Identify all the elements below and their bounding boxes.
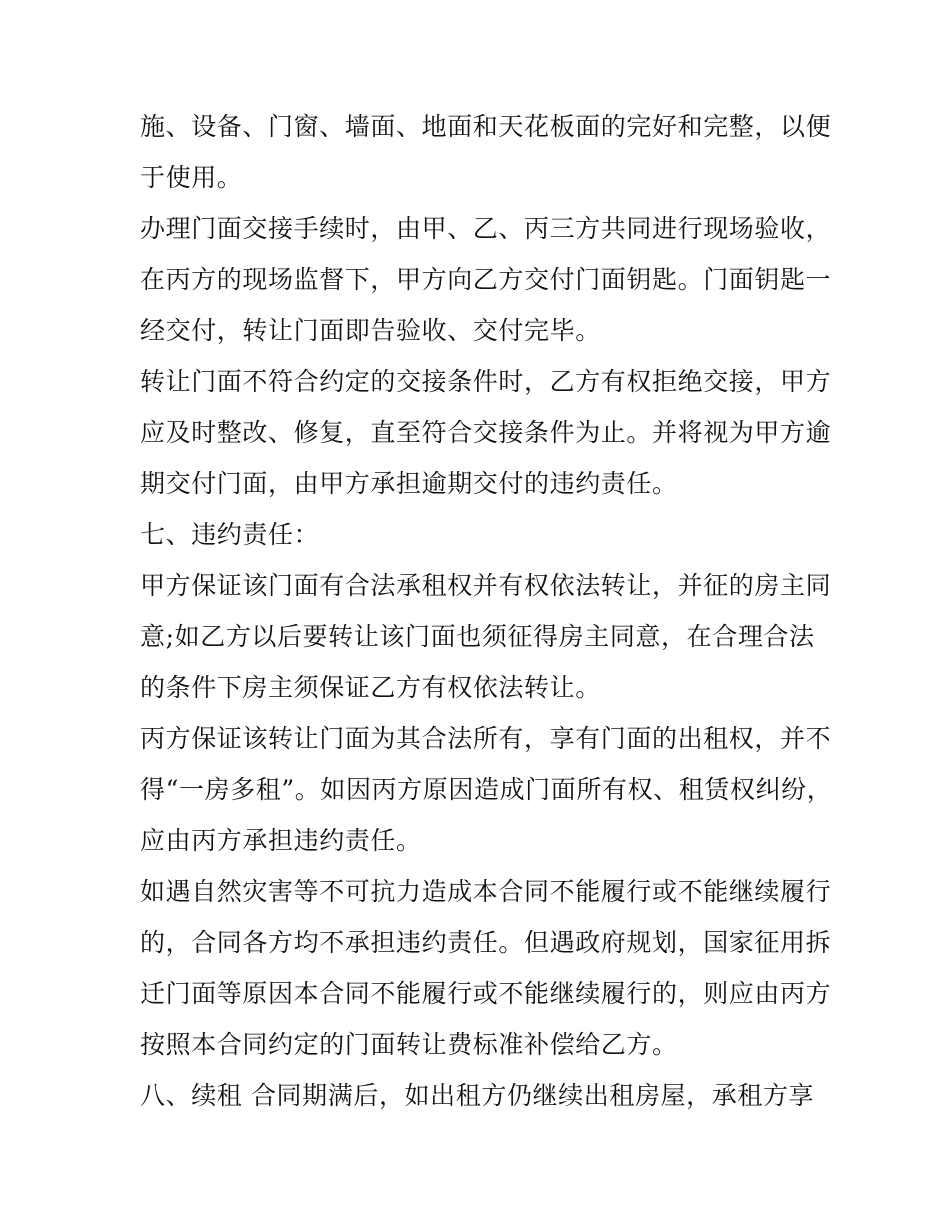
text-line: 应由丙方承担违约责任。 (140, 826, 422, 855)
text-line: 甲方保证该门面有合法承租权并有权依法转让，并征的房主同 (140, 571, 832, 600)
text-line: 施、设备、门窗、墙面、地面和天花板面的完好和完整，以便 (140, 112, 832, 141)
section-heading: 七、违约责任： (140, 520, 320, 549)
text-line: 如遇自然灾害等不可抗力造成本合同不能履行或不能继续履行 (140, 877, 832, 906)
text-line: 于使用。 (140, 163, 243, 192)
text-line: 办理门面交接手续时，由甲、乙、丙三方共同进行现场验收， (140, 214, 832, 243)
text-line: 在丙方的现场监督下，甲方向乙方交付门面钥匙。门面钥匙一 (140, 265, 832, 294)
text-line: 意;如乙方以后要转让该门面也须征得房主同意，在合理合法 (140, 622, 815, 651)
text-line: 八、续租 合同期满后，如出租方仍继续出租房屋，承租方享 (140, 1081, 815, 1110)
text-line: 的，合同各方均不承担违约责任。但遇政府规划，国家征用拆 (140, 928, 832, 957)
text-line: 经交付，转让门面即告验收、交付完毕。 (140, 316, 601, 345)
text-line: 丙方保证该转让门面为其合法所有，享有门面的出租权，并不 (140, 724, 832, 753)
text-line: 应及时整改、修复，直至符合交接条件为止。并将视为甲方逾 (140, 418, 832, 447)
text-line: 的条件下房主须保证乙方有权依法转让。 (140, 673, 601, 702)
text-line: 得“一房多租”。如因丙方原因造成门面所有权、租赁权纠纷， (140, 775, 833, 804)
text-line: 按照本合同约定的门面转让费标准补偿给乙方。 (140, 1030, 678, 1059)
text-line: 转让门面不符合约定的交接条件时，乙方有权拒绝交接，甲方 (140, 367, 832, 396)
document-body (140, 101, 833, 1121)
text-line: 迁门面等原因本合同不能履行或不能继续履行的，则应由丙方 (140, 979, 832, 1008)
text-line: 期交付门面，由甲方承担逾期交付的违约责任。 (140, 469, 678, 498)
